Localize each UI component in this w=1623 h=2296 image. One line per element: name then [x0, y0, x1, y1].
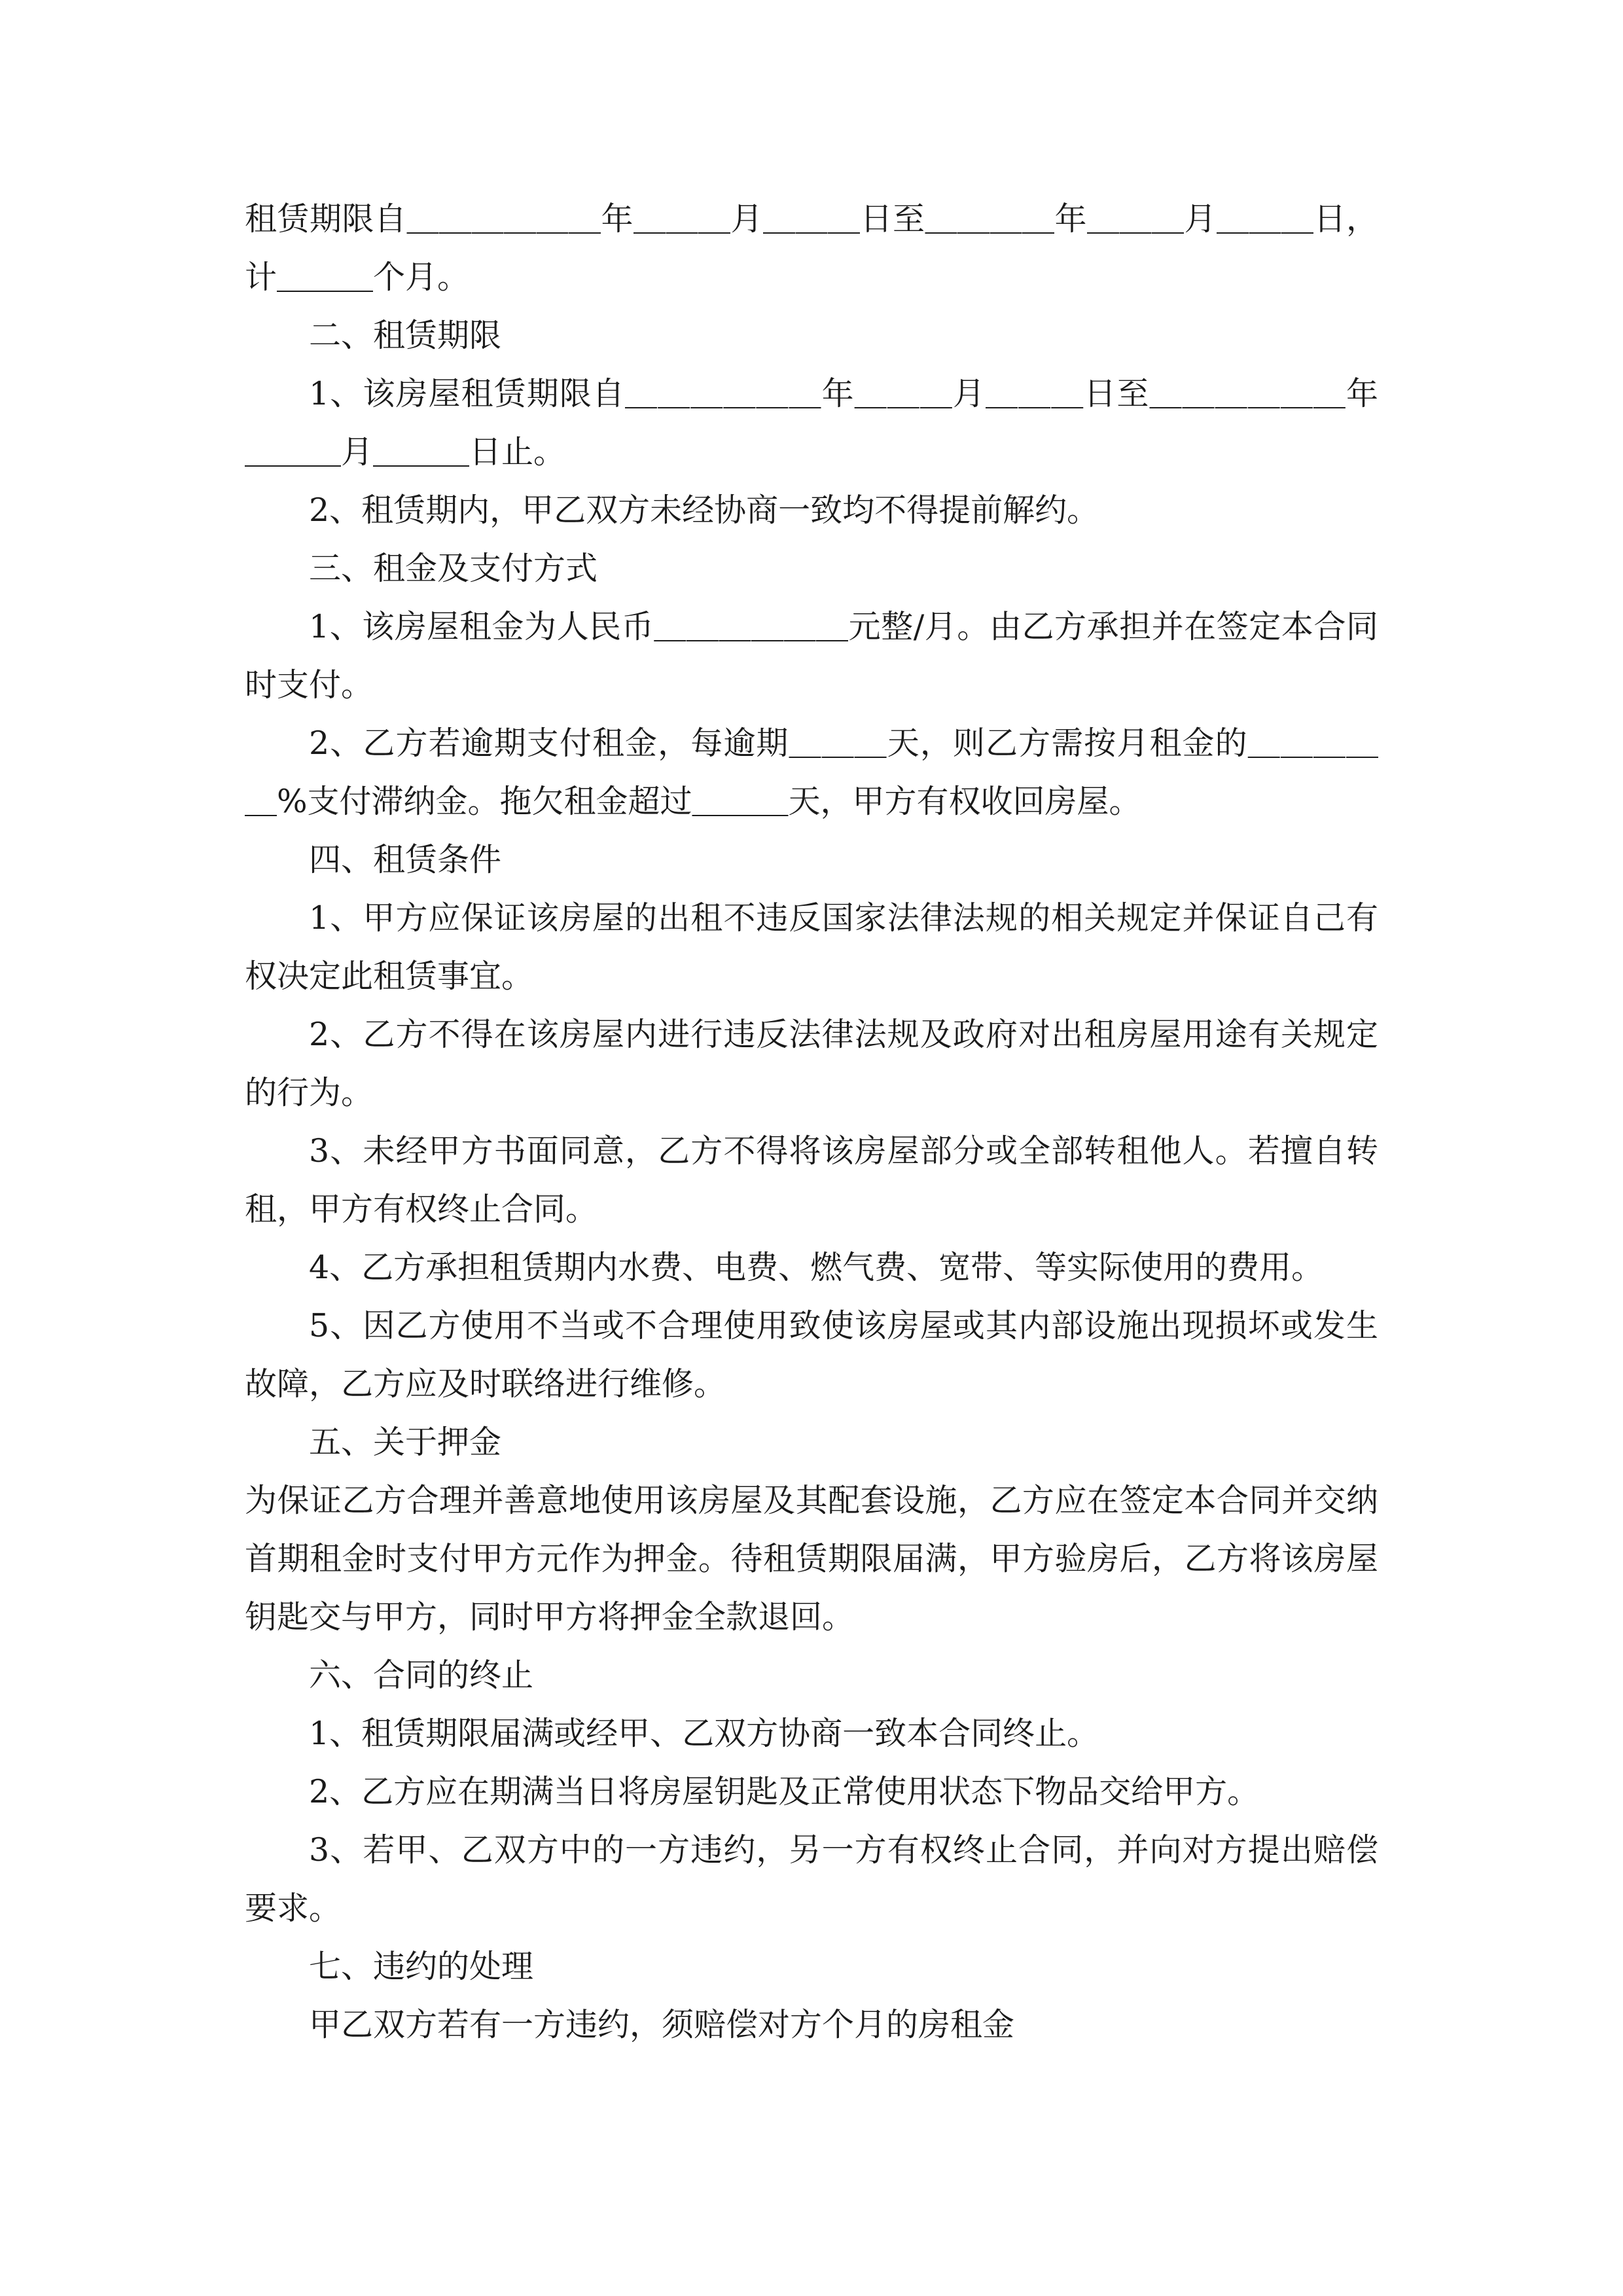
section-heading-rent-payment: 三、租金及支付方式	[309, 550, 598, 587]
paragraph-conditions-3: 3、未经甲方书面同意，乙方不得将该房屋部分或全部转租他人。若擅自转租，甲方有权终止合同。	[245, 1132, 1378, 1228]
paragraph-conditions-2: 2、乙方不得在该房屋内进行违反法律法规及政府对出租房屋用途有关规定的行为。	[245, 1016, 1378, 1111]
section-heading-termination: 六、合同的终止	[309, 1657, 534, 1694]
section-heading-deposit: 五、关于押金	[309, 1424, 502, 1461]
paragraph-lease-term-1: 1、该房屋租赁期限自＿＿＿＿＿＿年＿＿＿月＿＿＿日至＿＿＿＿＿＿年＿＿＿月＿＿＿日止。	[245, 375, 1378, 471]
paragraph-lease-term-line: 租赁期限自＿＿＿＿＿＿年＿＿＿月＿＿＿日至＿＿＿＿年＿＿＿月＿＿＿日，计＿＿＿个月。	[245, 200, 1378, 296]
paragraph-termination-1: 1、租赁期限届满或经甲、乙双方协商一致本合同终止。	[309, 1715, 1099, 1752]
document-body	[245, 190, 1378, 2054]
paragraph-lease-term-2: 2、租赁期内，甲乙双方未经协商一致均不得提前解约。	[309, 492, 1099, 529]
paragraph-conditions-4: 4、乙方承担租赁期内水费、电费、燃气费、宽带、等实际使用的费用。	[309, 1249, 1324, 1286]
paragraph-breach: 甲乙双方若有一方违约，须赔偿对方个月的房租金	[309, 2006, 1015, 2043]
paragraph-conditions-5: 5、因乙方使用不当或不合理使用致使该房屋或其内部设施出现损坏或发生故障，乙方应及时联络进行维修。	[245, 1307, 1378, 1403]
paragraph-termination-3: 3、若甲、乙双方中的一方违约，另一方有权终止合同，并向对方提出赔偿要求。	[245, 1831, 1378, 1927]
paragraph-termination-2: 2、乙方应在期满当日将房屋钥匙及正常使用状态下物品交给甲方。	[309, 1773, 1260, 1810]
section-heading-lease-conditions: 四、租赁条件	[309, 841, 502, 878]
section-heading-lease-term: 二、租赁期限	[309, 317, 502, 354]
paragraph-rent-2: 2、乙方若逾期支付租金，每逾期＿＿＿天，则乙方需按月租金的＿＿＿＿＿%支付滞纳金。拖欠租金超过＿＿＿天，甲方有权收回房屋。	[245, 725, 1378, 820]
paragraph-conditions-1: 1、甲方应保证该房屋的出租不违反国家法律法规的相关规定并保证自己有权决定此租赁事宜。	[245, 899, 1378, 995]
paragraph-deposit: 为保证乙方合理并善意地使用该房屋及其配套设施，乙方应在签定本合同并交纳首期租金时支付甲方元作为押金。待租赁期限届满，甲方验房后，乙方将该房屋钥匙交与甲方，同时甲方将押金全款退回。	[245, 1482, 1378, 1636]
paragraph-rent-1: 1、该房屋租金为人民币＿＿＿＿＿＿元整/月。由乙方承担并在签定本合同时支付。	[245, 608, 1378, 704]
section-heading-breach: 七、违约的处理	[309, 1948, 534, 1985]
